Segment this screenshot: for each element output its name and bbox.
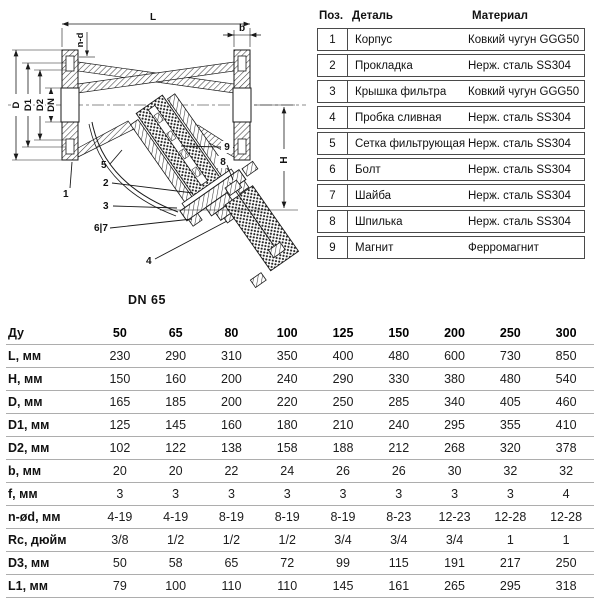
dims-cell-value: 72 [280,556,295,570]
dims-cell-value: 405 [499,395,521,409]
dims-table-row [6,552,594,575]
dims-table-row [6,391,594,414]
dims-cell-value: 3 [116,487,124,501]
dim-label-D2: D2 [35,98,46,112]
dim-label-D: D [11,101,22,109]
dims-header-size: 100 [276,326,298,340]
dims-table-row [6,460,594,483]
callout-2: 2 [103,178,109,189]
dims-cell-value: 158 [276,441,298,455]
dims-cell-value: 3 [172,487,180,501]
dims-cell-value: 110 [277,579,298,593]
dims-cell-value: 200 [221,395,242,409]
dims-header-size: 150 [388,326,410,340]
dims-cell-value: 8-19 [218,510,244,524]
parts-cell-part: Пробка сливная [355,111,442,124]
dims-table-row [6,437,594,460]
callout-6-7: 6|7 [94,223,108,234]
dims-cell-value: 180 [276,418,298,432]
parts-cell-material: Ковкий чугун GGG50 [468,85,580,98]
callout-9: 9 [224,142,230,153]
dims-table-row [6,575,594,598]
dims-table-row [6,506,594,529]
dims-cell-value: 26 [336,464,350,478]
dims-cell-value: 30 [447,464,462,478]
dims-cell-value: 185 [165,395,187,409]
dims-cell-value: 125 [109,418,131,432]
dims-cell-value: 1/2 [278,533,296,547]
dims-cell-value: 212 [388,441,410,455]
dims-row-label: f, мм [8,487,38,501]
dims-cell-value: 191 [444,556,465,570]
parts-table-row [317,184,585,207]
parts-cell-material: Ковкий чугун GGG50 [468,33,580,46]
dims-cell-value: 295 [444,418,465,432]
parts-header-material: Материал [472,10,528,22]
dims-cell-value: 350 [276,349,298,363]
callout-4: 4 [146,256,152,267]
dim-label-DN: DN [46,98,57,112]
dims-cell-value: 122 [165,441,187,455]
dims-cell-value: 210 [332,418,354,432]
dims-cell-value: 340 [444,395,465,409]
dims-cell-value: 3/4 [390,533,408,547]
dims-cell-value: 200 [221,372,242,386]
dims-cell-value: 250 [332,395,354,409]
parts-cell-pos: 2 [318,55,348,76]
dims-row-label: Rc, дюйм [8,533,67,547]
parts-cell-pos: 4 [318,107,348,128]
dims-header-size: 250 [499,326,521,340]
parts-table-row [317,28,585,51]
dims-cell-value: 32 [503,464,518,478]
dims-cell-value: 480 [499,372,521,386]
parts-cell-pos: 6 [318,159,348,180]
dims-cell-value: 32 [559,464,574,478]
parts-cell-part: Магнит [355,241,394,254]
dims-cell-value: 79 [112,579,127,593]
dims-cell-value: 380 [444,372,465,386]
dims-cell-value: 3/4 [334,533,352,547]
parts-cell-material: Ферромагнит [468,241,539,254]
dims-cell-value: 1/2 [222,533,241,547]
dims-header-size: 80 [224,326,239,340]
dims-cell-value: 318 [555,579,577,593]
callout-1: 1 [63,189,69,200]
dims-cell-value: 378 [555,441,577,455]
dims-cell-value: 3 [451,487,459,501]
dims-cell-value: 1 [562,533,570,547]
dims-header-size: 200 [444,326,465,340]
dims-row-label: D3, мм [8,556,50,570]
dims-cell-value: 410 [555,418,577,432]
dims-cell-value: 99 [336,556,350,570]
dims-row-label: L, мм [8,349,42,363]
dims-row-label: D2, мм [8,441,50,455]
parts-table-row [317,80,585,103]
parts-cell-pos: 5 [318,133,348,154]
dims-cell-value: 355 [499,418,521,432]
dims-cell-value: 3 [506,487,514,501]
dims-cell-value: 165 [109,395,131,409]
dims-cell-value: 3 [339,487,347,501]
dim-label-b: b [238,23,246,34]
strainer-drawing-svg [0,0,312,292]
dims-cell-value: 330 [388,372,410,386]
dims-cell-value: 1/2 [166,533,185,547]
parts-table [317,10,585,262]
dims-cell-value: 268 [444,441,465,455]
parts-cell-material: Нерж. сталь SS304 [468,215,571,228]
dims-cell-value: 160 [165,372,187,386]
callout-5: 5 [101,160,107,171]
parts-cell-pos: 7 [318,185,348,206]
dims-cell-value: 320 [499,441,521,455]
dims-cell-value: 138 [221,441,242,455]
dims-header-size: 50 [112,326,127,340]
parts-table-row [317,210,585,233]
dims-cell-value: 24 [280,464,295,478]
dims-cell-value: 480 [388,349,410,363]
dims-header-size: 125 [332,326,354,340]
parts-header-part: Деталь [352,10,393,22]
parts-header-pos: Поз. [319,10,344,22]
dims-cell-value: 310 [221,349,242,363]
dims-cell-value: 3 [283,487,291,501]
dims-header-size: 65 [168,326,183,340]
parts-table-row [317,236,585,259]
dims-table-body [6,345,594,598]
dims-cell-value: 12-23 [438,510,471,524]
drawing-caption: DN 65 [128,293,166,307]
dims-cell-value: 3/4 [445,533,464,547]
dims-cell-value: 3 [395,487,403,501]
dims-header-size: 300 [555,326,577,340]
dims-cell-value: 295 [499,579,521,593]
dims-cell-value: 12-28 [550,510,583,524]
parts-cell-part: Шайба [355,189,392,202]
washer-exploded [250,273,266,288]
callout-3: 3 [103,201,109,212]
dims-cell-value: 285 [388,395,410,409]
parts-table-header [317,10,585,22]
parts-cell-material: Нерж. сталь SS304 [468,137,571,150]
right-flange [233,50,251,160]
dims-cell-value: 4-19 [163,510,189,524]
dims-cell-value: 250 [555,556,577,570]
parts-table-row [317,54,585,77]
parts-cell-part: Болт [355,163,381,176]
dims-cell-value: 8-19 [330,510,356,524]
dims-row-label: D1, мм [8,418,50,432]
parts-cell-material: Нерж. сталь SS304 [468,111,571,124]
dim-label-H: H [279,156,290,164]
dims-cell-value: 3/8 [111,533,129,547]
parts-cell-pos: 3 [318,81,348,102]
dims-row-label: n-ød, мм [8,510,61,524]
parts-cell-part: Сетка фильтрующая [355,137,466,150]
dims-cell-value: 150 [109,372,131,386]
dims-cell-value: 50 [112,556,127,570]
parts-cell-pos: 1 [318,29,348,50]
dims-cell-value: 230 [109,349,131,363]
dims-header-label: Ду [8,326,25,340]
dims-cell-value: 4 [562,487,570,501]
dims-cell-value: 145 [332,579,354,593]
parts-cell-material: Нерж. сталь SS304 [468,189,571,202]
dims-row-label: D, мм [8,395,43,409]
dims-cell-value: 100 [165,579,187,593]
dims-cell-value: 110 [221,579,242,593]
parts-cell-pos: 9 [318,237,348,258]
dims-row-label: b, мм [8,464,42,478]
dims-table-row [6,414,594,437]
parts-table-row [317,158,585,181]
dims-cell-value: 220 [276,395,298,409]
dims-cell-value: 8-19 [274,510,300,524]
dim-label-n-d: n-d [75,32,86,48]
dims-cell-value: 3 [227,487,235,501]
dims-cell-value: 290 [332,372,354,386]
dims-cell-value: 265 [444,579,465,593]
parts-table-row [317,106,585,129]
dims-cell-value: 8-23 [386,510,412,524]
dims-cell-value: 65 [224,556,239,570]
dims-cell-value: 540 [555,372,577,386]
dims-row-label: H, мм [8,372,43,386]
parts-cell-part: Шпилька [355,215,403,228]
dims-cell-value: 22 [224,464,239,478]
left-flange [61,50,79,160]
dims-header-row [6,322,594,345]
dim-label-D1: D1 [23,98,34,112]
dims-table-row [6,529,594,552]
dims-cell-value: 20 [168,464,183,478]
dimensions-table [6,322,594,598]
dims-cell-value: 400 [332,349,354,363]
dims-cell-value: 20 [112,464,127,478]
dims-cell-value: 217 [499,556,521,570]
dims-cell-value: 240 [388,418,410,432]
parts-table-row [317,132,585,155]
dims-table-row [6,368,594,391]
dims-cell-value: 240 [276,372,298,386]
dims-table-row [6,345,594,368]
callout-8: 8 [220,157,226,168]
dim-label-L: L [149,12,157,23]
dims-cell-value: 26 [391,464,406,478]
dims-cell-value: 12-28 [494,510,527,524]
dims-cell-value: 4-19 [107,510,133,524]
parts-cell-part: Крышка фильтра [355,85,447,98]
bolt-exploded [242,161,258,176]
dims-cell-value: 290 [165,349,187,363]
parts-cell-part: Корпус [355,33,393,46]
parts-cell-part: Прокладка [355,59,413,72]
dims-cell-value: 850 [555,349,577,363]
parts-table-body [317,28,585,259]
dims-cell-value: 460 [555,395,577,409]
parts-cell-pos: 8 [318,211,348,232]
parts-cell-material: Нерж. сталь SS304 [468,163,571,176]
dims-cell-value: 730 [499,349,521,363]
dims-cell-value: 145 [165,418,187,432]
parts-cell-material: Нерж. сталь SS304 [468,59,571,72]
dims-cell-value: 600 [444,349,465,363]
dims-cell-value: 1 [506,533,514,547]
dims-row-label: L1, мм [8,579,49,593]
dims-cell-value: 160 [221,418,242,432]
dims-cell-value: 115 [388,556,409,570]
dims-cell-value: 102 [109,441,131,455]
strainer-technical-drawing [0,0,312,312]
dims-cell-value: 161 [388,579,410,593]
dims-cell-value: 58 [168,556,183,570]
dims-cell-value: 188 [332,441,354,455]
dims-table-row [6,483,594,506]
